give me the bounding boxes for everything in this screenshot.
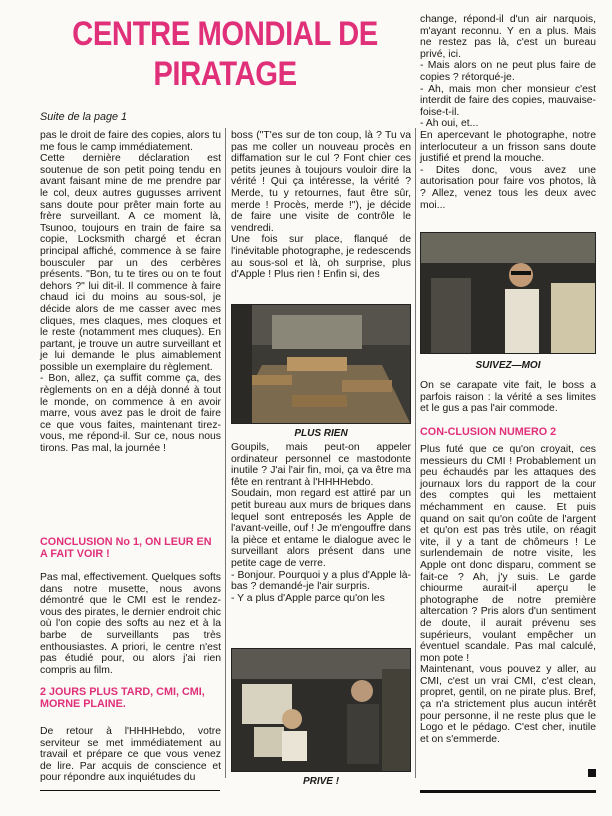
column1-text-mid: Pas mal, effectivement. Quelques softs dans notre musette, nous avons démontré que le CMI est le rendez-vous des pirates, le dernier endroit chic où l'on copie des softs au nez et à la barbe de surveillants pas très enthousiastes. A priori, le centre n'est pas étudié pour, ou alors j'ai rien compris au film. (40, 572, 221, 676)
caption-suivez-moi: SUIVEZ—MOI (475, 360, 541, 371)
column3-text-bottom: Plus futé que ce qu'on croyait, ces messieurs du CMI ! Probablement un peu échaudés par les attaques des journaux lors du rapport de la cour des comptes qui les mettaient méchamment en cause. Et puis quand on sait qu'on coûte de l'argent et qu'on est pas très utile, on réagit vite, il y a tant de chômeurs ! Le surlendemain de notre visite, les Apple ont donc disparu, comment se fait-ce ? Ah, j'y suis. Le garde chiourme aurait-il aperçu le photographe de notre première altercation ? Pris alors d'un sentiment de doute, il aurait prévenu ses supérieurs, voulant empêcher un éventuel scandale. Pas mal calculé, mon pote ! Maintenant, vous pouvez y aller, au CMI, c'est un vrai CMI, c'est clean, propret, gentil, on ne pirate plus. Bref, ça n'a strictement plus aucun intérêt pour personne, il ne reste plus que le Logo et le pédago. C'est cher, inutile et on s'emmerde. (420, 444, 596, 745)
column1-text-bottom: De retour à l'HHHHebdo, votre serviteur se met immédiatement au travail et prépare ce que vous venez de lire. Par acquis de conscience et pour répondre aux inquiétudes du (40, 726, 221, 784)
column2-text-mid: Goupils, mais peut-on appeler ordinateur personnel ce mastodonte inutile ? J'ai l'air fin, moi, ça va être ma fête en rentrant à l'HHHHebdo. Soudain, mon regard est attiré par un petit bureau aux murs de briques dans lequel sont entreposés les Apple de l'avant-veille, ouf ! Je m'engouffre dans la pièce et entame le dialogue avec le surveillant alors présent dans une petite cage de verre. - Bonjour. Pourquoi y a plus d'Apple là-bas ? demandé-je l'air surpris. - Y a plus d'Apple parce qu'on les (231, 442, 411, 604)
heading-two-days-later: 2 JOURS PLUS TARD, CMI, CMI, MORNE PLAINE. (40, 686, 205, 710)
photo-empty-room (231, 304, 411, 424)
bottom-rule-left (40, 790, 220, 791)
caption-prive: PRIVE ! (302, 776, 340, 787)
bottom-rule-right (420, 790, 596, 793)
column-divider-2 (415, 128, 416, 778)
end-of-article-mark (586, 764, 596, 782)
caption-plus-rien: PLUS RIEN (294, 428, 348, 439)
column-divider-1 (225, 128, 226, 778)
heading-conclusion-2: CON-CLUSION NUMERO 2 (420, 426, 557, 438)
column1-text-top: pas le droit de faire des copies, alors tu me fous le camp immédiatement. Cette dernière déclaration est soutenue de son petit poing tendu en avant faisant mine de me prendre par le col, deux autres gugusses arrivent sans doute pour prêter main forte au frère surveillant. A ce moment là, Tsunoo, toujours en train de faire sa copie, Locksmith chargé et écran principal affiché, commence à se faire bousculer par un des cerbères présents. "Bon, tu te tires ou on te fout dehors ?" lui dit-il. Il commence à faire chaud ici du moins au sous-sol, je décide alors de me casser avec mes cliques, mes claques, mes cloques et le reste (notamment mes cluques). En partant, je trouve un autre surveillant et je lui demande le plus aimablement possible un exemplaire du règlement. - Bon, allez, ça suffit comme ça, des règlements on en a déjà donné à tout le monde, on commence à en avoir marre, vous avez pas le droit de faire ce que vous faites, maintenant tirez-vous, me répond-il. Sur ce, nous nous tirons. Pas mal, la journée ! (40, 130, 221, 455)
heading-conclusion-1: CONCLUSION No 1, ON LEUR EN A FAIT VOIR ! (40, 536, 212, 560)
continued-from-note: Suite de la page 1 (40, 111, 128, 123)
photo-suivez-moi (420, 232, 596, 354)
photo-private-office (231, 648, 411, 772)
article-title: CENTRE MONDIAL DE PIRATAGE (72, 15, 378, 93)
column3-text-mid: On se carapate vite fait, le boss a parfois raison : la vérité a ses limites et le gus a pas l'air commode. (420, 380, 596, 415)
column3-text-top: change, répond-il d'un air narquois, m'ayant reconnu. Y en a plus. Mais ne restez pas là, c'est un bureau privé, ici. - Mais alors on ne peut plus faire de copies ? rétorqué-je. - Ah, mais mon cher monsieur c'est interdit de faire des copies, mauvaise-foise-t-il. - Ah oui, et... En apercevant le photographe, notre interlocuteur a un frisson sans doute justifié et prend la mouche. - Dites donc, vous avez une autorisation pour faire vos photos, là ? Allez, venez tous les deux avec moi... (420, 14, 596, 211)
column2-text-top: boss ("T'es sur de ton coup, là ? Tu va pas me coller un nouveau procès en diffamation sur le cul ? Font chier ces petits jeunes à toujours vouloir dire la vérité ! Qui ça intéresse, la vérité ? Merde, tu y retournes, faut être sûr, merde ! Procès, merde !"), je décide de faire une visite de contrôle le vendredi. Une fois sur place, flanqué de l'inévitable photographe, je redescends au sous-sol et là, oh surprise, plus d'Apple ! Plus rien ! Enfin si, des (231, 130, 411, 281)
